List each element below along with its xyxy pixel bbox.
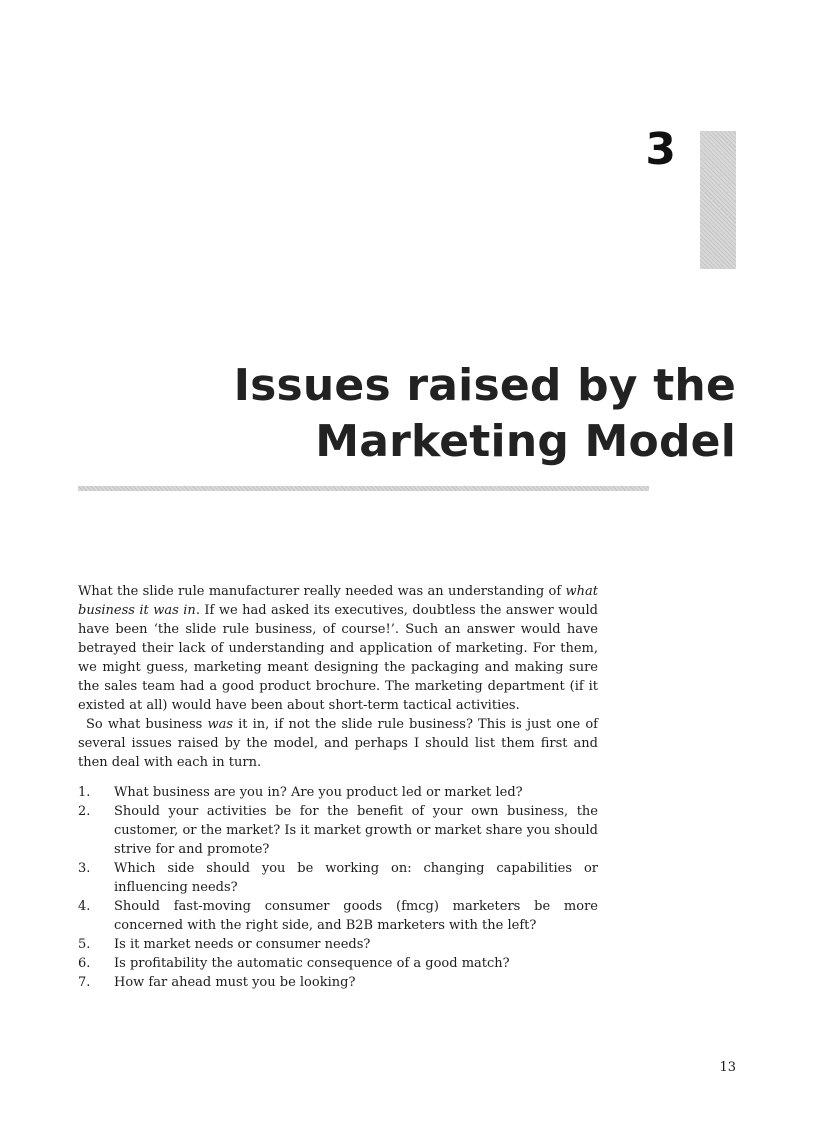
list-item-number: 1. — [78, 785, 91, 800]
paragraph-2-lead: So what business — [86, 717, 203, 732]
list-item-number: 4. — [78, 899, 91, 914]
list-item-text: What business are you in? Are you product led or market led? — [114, 785, 523, 800]
list-item — [78, 897, 598, 935]
chapter-title: Issues raised by the Marketing Model — [233, 360, 736, 467]
paragraph-1-emphasis: what business it was in — [78, 584, 598, 618]
list-item — [78, 783, 598, 802]
list-item-text: Is it market needs or consumer needs? — [114, 937, 371, 952]
list-item — [78, 973, 598, 992]
list-item-text: How far ahead must you be looking? — [114, 975, 356, 990]
list-item-text: Which side should you be working on: changing capabilities or influencing needs? — [114, 861, 598, 895]
chapter-marker-bar — [700, 131, 736, 269]
list-item-number: 3. — [78, 861, 91, 876]
list-item-text: Is profitability the automatic consequence of a good match? — [114, 956, 510, 971]
page-number: 13 — [719, 1060, 736, 1075]
list-item-text: Should fast-moving consumer goods (fmcg) marketers be more concerned with the right side, and B2B marketers with the left? — [114, 899, 598, 933]
paragraph-2-rest: it in, if not the slide rule business? This is just one of several issues raised by the model, and perhaps I should list them first and then deal with each in turn. — [78, 717, 598, 770]
list-item-number: 2. — [78, 804, 91, 819]
issues-list — [78, 783, 598, 992]
list-item-number: 7. — [78, 975, 91, 990]
body-text — [78, 582, 598, 992]
chapter-number: 3 — [645, 124, 676, 175]
paragraph-2 — [78, 715, 598, 772]
paragraph-1-lead: What the slide rule manufacturer really needed was an understanding of — [78, 584, 562, 599]
list-item-number: 5. — [78, 937, 91, 952]
title-divider — [78, 486, 649, 491]
list-item — [78, 802, 598, 859]
list-item — [78, 935, 598, 954]
paragraph-1 — [78, 582, 598, 715]
list-item — [78, 954, 598, 973]
list-item-number: 6. — [78, 956, 91, 971]
list-item — [78, 859, 598, 897]
list-item-text: Should your activities be for the benefit of your own business, the customer, or the market? Is it market growth or market share you should strive for and promote? — [114, 804, 598, 857]
paragraph-1-rest: . If we had asked its executives, doubtless the answer would have been ‘the slide rule business, of course!’. Such an answer would have betrayed their lack of understanding and application of marketing. For them, we might guess, marketing meant designing the packaging and making sure the sales team had a good product brochure. The marketing department (if it existed at all) would have been about short-term tactical activities. — [78, 603, 598, 713]
paragraph-2-emphasis: was — [207, 717, 234, 732]
